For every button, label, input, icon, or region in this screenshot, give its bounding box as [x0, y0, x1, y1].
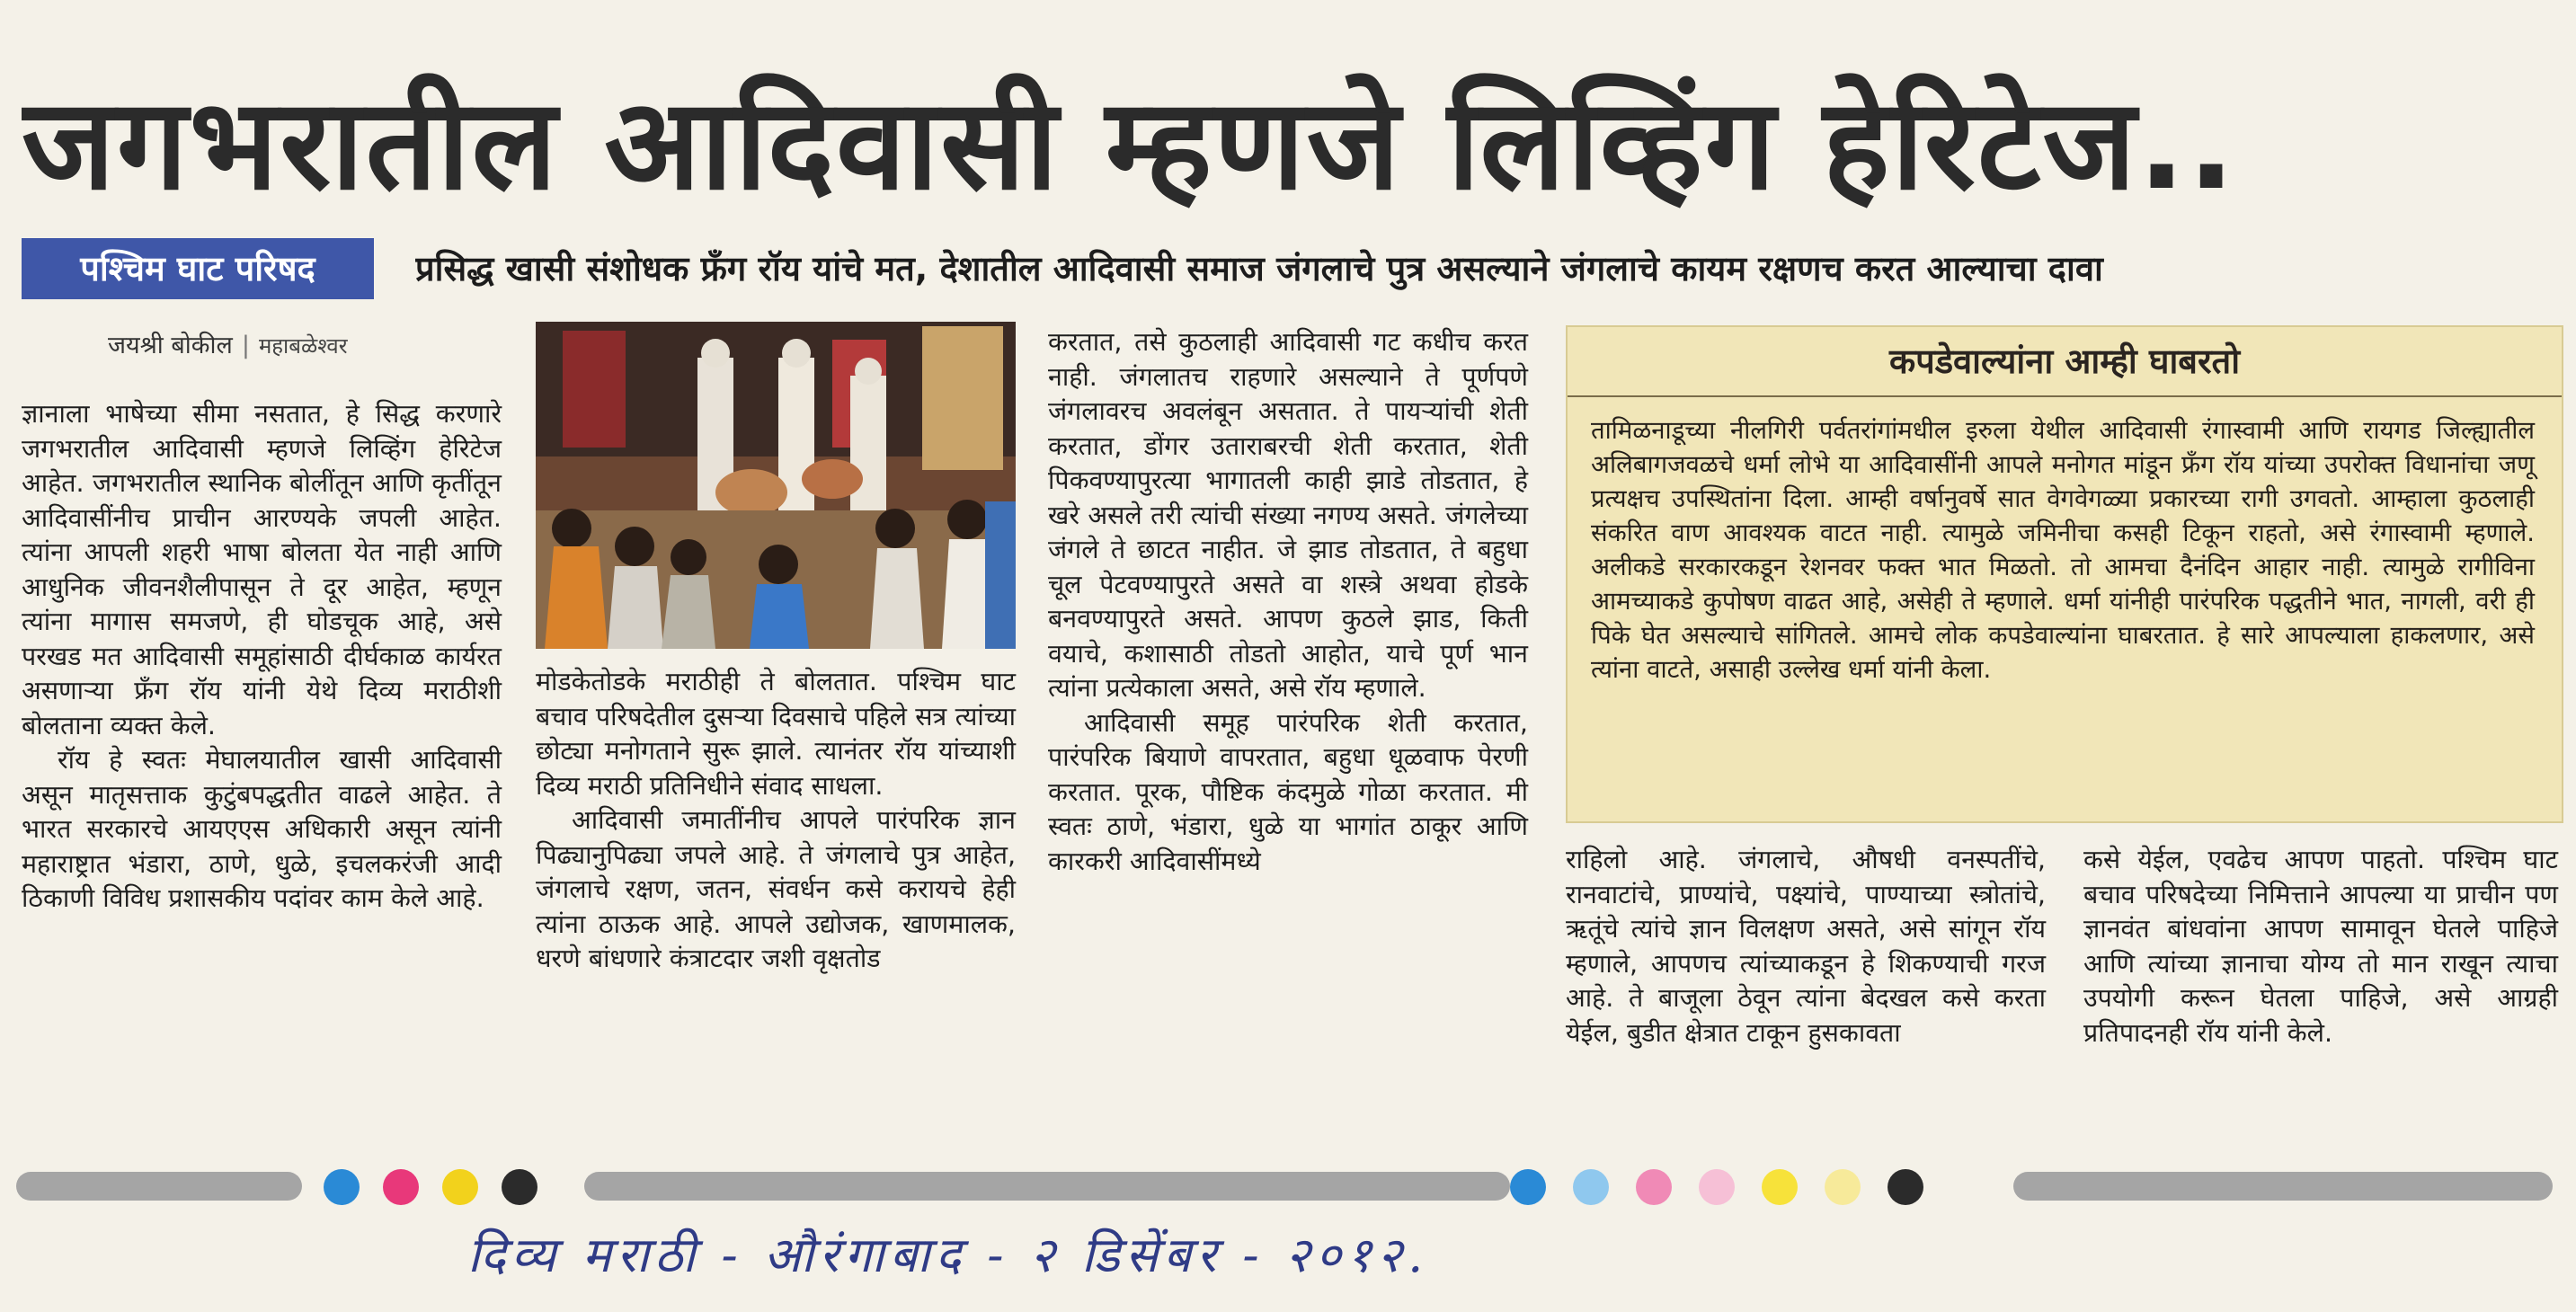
section-tag: पश्चिम घाट परिषद	[22, 238, 374, 299]
byline-separator: |	[241, 332, 250, 359]
registration-dot	[383, 1169, 419, 1205]
article-column-5	[2083, 843, 2558, 1143]
article-column-1	[22, 397, 502, 1143]
registration-dot	[1888, 1169, 1923, 1205]
article-column-2	[536, 665, 1016, 1141]
headline: जगभरातील आदिवासी म्हणजे लिव्हिंग हेरिटेज..	[22, 72, 2237, 218]
tribal-dance-photo	[536, 322, 1016, 649]
registration-dot	[324, 1169, 360, 1205]
paragraph: आदिवासी समूह पारंपरिक शेती करतात, पारंपरिक बियाणे वापरतात, बहुधा धूळवाफ पेरणी करतात. पूरक, पौष्टिक कंदमुळे गोळा करतात. मी स्वतः ठाणे, भंडारा, धुळे या भागांत ठाकूर आणि कारकरी आदिवासींमध्ये	[1048, 707, 1528, 876]
registration-dot	[1636, 1169, 1672, 1205]
registration-dot	[502, 1169, 537, 1205]
article-column-4	[1566, 843, 2046, 1143]
registration-dot	[442, 1169, 478, 1205]
paragraph: कसे येईल, एवढेच आपण पाहतो. पश्चिम घाट बचाव परिषदेच्या निमित्ताने आपल्या या प्राचीन पण ज्ञानवंत बांधवांना आपण सामावून घेतले पाहिजे आणि त्यांच्या ज्ञानाचा योग्य तो मान राखून त्याचा उपयोगी करून घेतला पाहिजे, असे आग्रही प्रतिपादनही रॉय यांनी केले.	[2083, 845, 2558, 1048]
box-title: कपडेवाल्यांना आम्ही घाबरतो	[1568, 327, 2562, 397]
subheadline: प्रसिद्ध खासी संशोधक फ्रँग रॉय यांचे मत, देशातील आदिवासी समाज जंगलाचे पुत्र असल्याने जंगलाचे कायम रक्षणच करत आल्याचा दावा	[415, 249, 2103, 288]
handwritten-source-note: दिव्य मराठी - औरंगाबाद - २ डिसेंबर - २०१२.	[467, 1227, 1429, 1283]
paragraph: राहिलो आहे. जंगलाचे, औषधी वनस्पतींचे, रानवाटांचे, प्राण्यांचे, पक्ष्यांचे, पाण्याच्या स्त्रोतांचे, ऋतूंचे त्यांचे ज्ञान विलक्षण असते, असे सांगून रॉय म्हणाले, आपणच त्यांच्याकडून हे शिकण्याची गरज आहे. ते बाजूला ठेवून त्यांना बेदखल कसे करता येईल, बुडीत क्षेत्रात टाकून हुसकावता	[1566, 845, 2046, 1048]
registration-dot	[1825, 1169, 1861, 1205]
print-registration-strip	[0, 1159, 2576, 1213]
registration-dot	[1699, 1169, 1735, 1205]
box-body: तामिळनाडूच्या नीलगिरी पर्वतरांगांमधील इरुला येथील आदिवासी रंगास्वामी आणि रायगड जिल्ह्यातील अलिबागजवळचे धर्मा लोभे या आदिवासींनी आपले मनोगत मांडून फ्रँग रॉय यांच्या उपरोक्त विधानांचा जणू प्रत्यक्षच उपस्थितांना दिला. आम्ही वर्षानुवर्षे सात वेगवेगळ्या प्रकारच्या रागी उगवतो. आम्हाला कुठलाही संकरित वाण आवश्यक वाटत नाही. त्यामुळे जमिनीचा कसही टिकून राहतो, असे रंगास्वामी म्हणाले. अलीकडे सरकारकडून रेशनवर फक्त भात मिळतो. तो आमचा दैनंदिन आहार नाही. त्यामुळे रागीविना आमच्याकडे कुपोषण वाढत आहे, असेही ते म्हणाले. धर्मा यांनीही पारंपरिक पद्धतीने भात, नागली, वरी ही पिके घेत असल्याचे सांगितले. आमचे लोक कपडेवाल्यांना घाबरतात. हे सारे आपल्याला हाकलणार, असे त्यांना वाटते, असाही उल्लेख धर्मा यांनी केला.	[1591, 416, 2535, 684]
registration-bar	[2013, 1172, 2553, 1201]
registration-bar	[16, 1172, 302, 1201]
registration-dot	[1510, 1169, 1546, 1205]
paragraph: आदिवासी जमातींनीच आपले पारंपरिक ज्ञान पिढ्यानुपिढ्या जपले आहे. ते जंगलाचे पुत्र आहेत, जंगलाचे रक्षण, जतन, संवर्धन कसे करायचे हेही त्यांना ठाऊक आहे. आपले उद्योजक, खाणमालक, धरणे बांधणारे कंत्राटदार जशी वृक्षतोड	[536, 805, 1016, 973]
byline	[108, 325, 431, 367]
byline-author: जयश्री बोकील	[108, 332, 233, 359]
paragraph: मोडकेतोडके मराठीही ते बोलतात. पश्चिम घाट बचाव परिषदेतील दुसऱ्या दिवसाचे पहिले सत्र त्यांच्या छोट्या मनोगताने सुरू झाले. त्यानंतर रॉय यांच्याशी दिव्य मराठी प्रतिनिधीने संवाद साधला.	[536, 667, 1016, 801]
paragraph: ज्ञानाला भाषेच्या सीमा नसतात, हे सिद्ध करणारे जगभरातील आदिवासी म्हणजे लिव्हिंग हेरिटेज आहेत. जगभरातील स्थानिक बोलींतून आणि कृतींतून आदिवासींनीच प्राचीन आरण्यके जपली आहेत. त्यांना आपली शहरी भाषा बोलता येत नाही आणि आधुनिक जीवनशैलीपासून ते दूर आहेत, म्हणून त्यांना मागास समजणे, ही घोडचूक आहे, असे परखड मत आदिवासी समूहांसाठी दीर्घकाळ कार्यरत असणाऱ्या फ्रँग रॉय यांनी येथे दिव्य मराठीशी बोलताना व्यक्त केले.	[22, 399, 502, 740]
registration-dot	[1573, 1169, 1609, 1205]
sidebar-story-box	[1566, 325, 2563, 823]
article-column-3	[1048, 325, 1528, 1143]
byline-place: महाबळेश्वर	[258, 333, 348, 359]
photo-illustration	[536, 322, 1016, 649]
registration-bar	[584, 1172, 1510, 1201]
paragraph: करतात, तसे कुठलाही आदिवासी गट कधीच करत नाही. जंगलातच राहणारे असल्याने ते पूर्णपणे जंगलावरच अवलंबून असतात. ते पायऱ्यांची शेती करतात, डोंगर उताराबरची शेती करतात, शेती पिकवण्यापुरत्या भागातली काही झाडे तोडतात, हे खरे असले तरी त्यांची संख्या नगण्य असते. जंगलेच्या जंगले ते छाटत नाहीत. जे झाड तोडतात, ते बहुधा चूल पेटवण्यापुरते असते वा शस्त्रे अथवा होडके बनवण्यापुरते असते. आपण कुठले झाड, किती वयाचे, कशासाठी तोडतो आहोत, याचे पूर्ण भान त्यांना प्रत्येकाला असते, असे रॉय म्हणाले.	[1048, 327, 1528, 703]
registration-dot	[1762, 1169, 1798, 1205]
paragraph: रॉय हे स्वतः मेघालयातील खासी आदिवासी असून मातृसत्ताक कुटुंबपद्धतीत वाढले आहेत. ते भारत सरकारचे आयएएस अधिकारी असून त्यांनी महाराष्ट्रात भंडारा, ठाणे, धुळे, इचलकरंजी आदी ठिकाणी विविध प्रशासकीय पदांवर काम केले आहे.	[22, 745, 502, 913]
